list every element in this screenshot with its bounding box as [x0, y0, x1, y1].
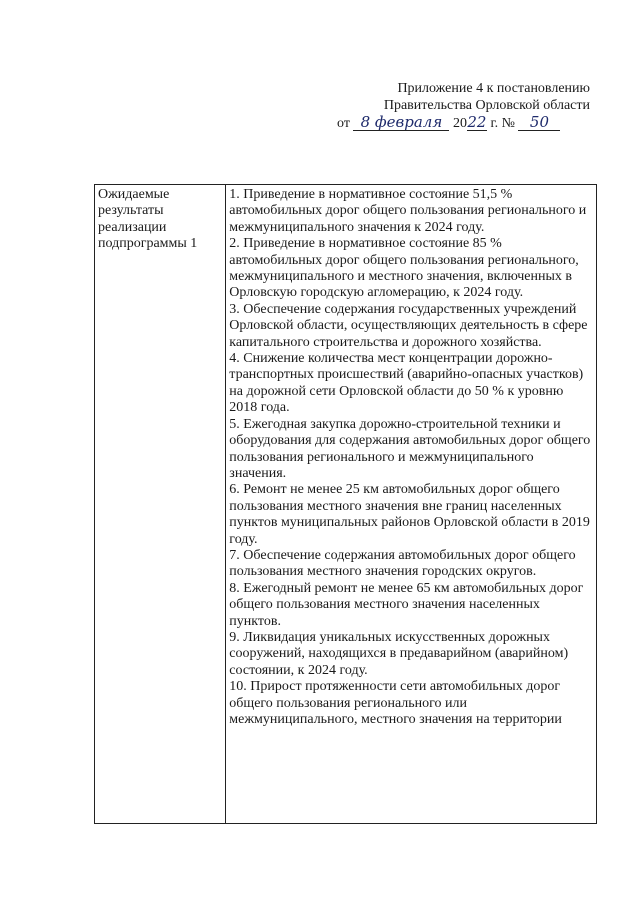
list-item: 8. Ежегодный ремонт не менее 65 км автомобильных дорог общего пользования местного значения населенных пунктов.	[229, 580, 584, 629]
row-label-cell	[95, 185, 226, 824]
list-item: 5. Ежегодная закупка дорожно-строительной техники и оборудования для содержания автомобильных дорог общего пользования регионального и межмуниципального значения.	[229, 416, 591, 481]
handwritten-date: 8 февраля	[353, 114, 449, 131]
row-label: Ожидаемые результаты реализации подпрограммы 1	[98, 187, 198, 252]
list-item: 6. Ремонт не менее 25 км автомобильных дорог общего пользования местного значения вне границ населенных пунктов муниципальных районов Орловской области в 2019 году.	[229, 482, 590, 547]
year-prefix: 20	[452, 116, 467, 131]
appendix-title: Приложение 4 к постановлению	[397, 81, 590, 96]
table-row	[95, 185, 597, 824]
year-suffix-number-label: г. №	[490, 116, 515, 131]
handwritten-number: 50	[518, 114, 560, 131]
list-item: 3. Обеспечение содержания государственных учреждений Орловской области, осуществляющих деятельность в сфере капитального строительства и дорожного хозяйства.	[229, 301, 588, 350]
appendix-header	[290, 80, 590, 114]
resolution-date-line	[337, 114, 587, 134]
appendix-issuer: Правительства Орловской области	[383, 98, 590, 113]
handwritten-year: 22	[467, 113, 487, 131]
list-item: 9. Ликвидация уникальных искусственных дорожных сооружений, находящихся в предаварийном (аварийном) состоянии, к 2024 году.	[229, 629, 569, 678]
results-table	[94, 184, 597, 824]
from-label: от	[337, 116, 350, 131]
list-item: 2. Приведение в нормативное состояние 85 % автомобильных дорог общего пользования регионального, межмуниципального и местного значения, включенных в Орловскую городскую агломерацию, к 2024 году.	[229, 236, 579, 301]
list-item: 4. Снижение количества мест концентрации дорожно-транспортных происшествий (аварийно-опасных участков) на дорожной сети Орловской области до 50 % к уровню 2018 года.	[229, 351, 584, 416]
list-item: 10. Прирост протяженности сети автомобильных дорог общего пользования регионального или межмуниципального, местного значения на территории	[229, 679, 562, 727]
list-item: 1. Приведение в нормативное состояние 51,5 % автомобильных дорог общего пользования регионального и межмуниципального значения к 2024 году.	[229, 187, 587, 235]
results-list-cell	[226, 185, 597, 824]
list-item: 7. Обеспечение содержания автомобильных дорог общего пользования местного значения городских округов.	[229, 547, 576, 580]
